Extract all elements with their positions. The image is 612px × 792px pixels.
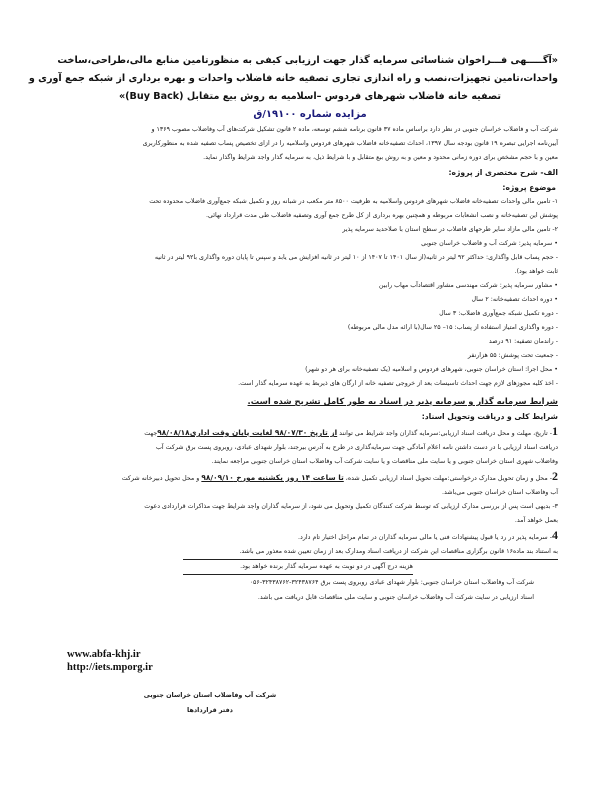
title-line-3: تصفیه خانه فاضلاب شهرهای فردوس –اسلامیه به روش بیع متقابل (Buy Back)» bbox=[118, 91, 502, 102]
website-link[interactable]: www.abfa-khj.ir bbox=[67, 649, 141, 660]
item-number: 4 bbox=[552, 528, 558, 542]
condition-item-2 bbox=[62, 469, 558, 486]
detail-effluent-volume-cont: ثابت خواهد بود). bbox=[514, 268, 558, 275]
condition-item-2-line-2: آب وفاضلاب استان خراسان جنوبی می‌باشد. bbox=[441, 489, 558, 496]
condition-item-1-line-2: دریافت اسناد ارزیابی با در دست داشتن نامه اعلام آمادگی جهت سرمایه‌گذاری در طرح به آدرس بیرجند، بلوار شهدای عبادی، روبروی پست برق شرکت آب bbox=[155, 444, 558, 451]
project-item-2: ۲- تامین مالی مازاد سایر طرحهای فاضلاب در سطح استان با صلاحدید سرمایه پذیر bbox=[342, 226, 558, 233]
detail-consultant: • مشاور سرمایه پذیر: شرکت مهندسی مشاور اقتصادآب مهاب رابین bbox=[378, 282, 558, 289]
section-a-heading: الف- شرح مختصری از پروژه: bbox=[448, 168, 558, 177]
detail-effluent-volume: - حجم پساب قابل واگذاری: حداکثر ۹۲ لیتر در ثانیه(از سال ۱۴۰۱ تا ۱۴۰۷ از ۱۰ لیتر در ثانیه افزایش می یابد و سپس تا پایان دوره واگذاری با۹۲ لیتر در ثانیه bbox=[154, 254, 558, 261]
condition-2-text-end: و محل تحویل دبیرخانه شرکت bbox=[121, 475, 202, 482]
announcement-document bbox=[28, 52, 558, 605]
item-number: 2 bbox=[552, 469, 558, 483]
condition-item-3-line-2: بعمل خواهد آمد. bbox=[514, 517, 558, 524]
detail-concession-period: - دوره واگذاری امتیاز استفاده از پساب: ۱۵– ۲۵ سال(با ارائه مدل مالی مربوطه) bbox=[347, 324, 558, 331]
detail-location: • محل اجرا: استان خراسان جنوبی، شهرهای فردوس و اسلامیه (یک تصفیه‌خانه برای هر دو شهر) bbox=[305, 366, 558, 373]
project-item-1-line-2: پوشش این تصفیه‌خانه و نصب انشعابات مربوطه و همچنین بهره برداری از کل طرح جمع آوری وتصفیه فاضلاب طی مدت قرارداد نهائی. bbox=[206, 212, 558, 219]
title-line-1: «آگـــــهی فـــراخوان شناسائی سرمایه گذار جهت ارزیابی کیفی به منظورتامین منابع مالی،طراحی،ساخت bbox=[57, 55, 558, 66]
condition-1-text-end: جهت bbox=[144, 430, 158, 437]
detail-population: - جمعیت تحت پوشش: ۵۵ هزارنفر bbox=[467, 352, 558, 359]
signature-company: شرکت آب وفاضلاب استان خراسان جنوبی bbox=[143, 691, 277, 699]
condition-2-text: - محل و زمان تحویل مدارک درخواستی:مهلت تحویل اسناد ارزیابی تکمیل شده، bbox=[343, 475, 552, 482]
conditions-heading: شرایط سرمایه گذار و سرمایه پذیر در اسناد به طور کامل تشریح شده است. bbox=[247, 396, 558, 406]
conditions-subheading: شرایط کلی و دریافت وتحویل اسناد: bbox=[421, 412, 558, 421]
tender-site-link[interactable]: http://iets.mporg.ir bbox=[67, 662, 153, 673]
document-pickup-dates: از تاریخ ۹۸/۰۷/۳۰ لغایت پایان وقت اداری۹۸/۰۸/۱۸ bbox=[157, 428, 338, 437]
document-title bbox=[28, 52, 558, 106]
detail-investee: • سرمایه پذیر: شرکت آب و فاضلاب خراسان جنوبی bbox=[421, 240, 558, 247]
condition-item-4 bbox=[62, 528, 558, 545]
documents-availability: اسناد ارزیابی در سایت شرکت آب وفاضلاب خراسان جنوبی و سایت ملی مناقصات قابل دریافت می باشد. bbox=[257, 594, 534, 601]
contact-address: شرکت آب وفاضلاب استان خراسان جنوبی: بلوار شهدای عبادی روبروی پست برق ۳۲۴۳۸۷۶۴-۳۲۴۳۸۷۶۲-۰۵۶ bbox=[249, 579, 534, 586]
condition-1-text: - تاریخ، مهلت و محل دریافت اسناد ارزیابی:سرمایه گذاران واجد شرایط می توانند bbox=[337, 430, 552, 437]
condition-item-3-line-1: ۳- بدیهی است پس از بررسی مدارک ارزیابی که توسط شرکت کنندگان تکمیل وتحویل می شود، از سرمایه گذاران واجد شرایط جهت مذاکرات قراردادی دعوت bbox=[144, 503, 558, 510]
document-delivery-deadline: تا ساعت ۱۴ روز یکشنبه مورخ ۹۸/۰۹/۱۰ bbox=[201, 473, 344, 482]
advertisement-cost-note: هزینه درج آگهی در دو نوبت به عهده سرمایه گذار برنده خواهد بود. bbox=[183, 560, 413, 575]
intro-line-1: شرکت آب و فاضلاب خراسان جنوبی در نظر دارد براساس ماده ۳۷ قانون برنامه ششم توسعه، ماده ۲ قانون تشکیل شرکت‌های آب وفاضلاب مصوب ۱۳۶۹ و bbox=[151, 126, 558, 133]
title-line-2: واحدات،تامین تجهیزات،نصب و راه اندازی تجاری تصفیه خانه فاضلاب واحدات و بهره برداری از شبکه جمع آوری و bbox=[28, 73, 558, 84]
detail-permits: - اخذ کلیه مجوزهای لازم جهت احداث تاسیسات بعد از خروجی تصفیه خانه از ارگان های ذیربط به عهده سرمایه گذار است. bbox=[238, 380, 558, 387]
intro-line-3: معین و با حجم مشخص برای دوره زمانی محدود و معین و به روش بیع متقابل و با شرایط ذیل، به سرمایه گذار واجد شرایط واگذار نماید. bbox=[203, 154, 558, 161]
late-submission-note: به استناد بند ماده۱۶ قانون برگزاری مناقصات این شرکت از دریافت اسناد ومدارک بعد از زمان تعیین شده معذور می باشد. bbox=[183, 545, 558, 560]
intro-line-2: آیین‌نامه اجرایی تبصره ۱۹ قانون بودجه سال ۱۳۹۷، احداث تصفیه‌خانه فاضلاب شهرهای فردوس واسلامیه را در ازای تخصیص پساب تصفیه شده به منظورکاربری bbox=[142, 140, 558, 147]
website-links bbox=[67, 648, 153, 674]
signature-block bbox=[120, 688, 300, 718]
condition-4-text: - سرمایه پذیر در رد یا قبول پیشنهادات فنی یا مالی سرمایه گذاران در تمام مراحل اختیار تام دارد. bbox=[298, 534, 552, 541]
detail-efficiency: - راندمان تصفیه: ۹۱ درصد bbox=[488, 338, 558, 345]
detail-construction-period: • دوره احداث تصفیه‌خانه: ۲ سال bbox=[471, 296, 558, 303]
signature-office: دفتر قراردادها bbox=[187, 706, 233, 714]
project-subject-heading: موضوع پروژه: bbox=[502, 183, 556, 192]
item-number: 1 bbox=[552, 424, 558, 438]
condition-item-1-line-3: وفاضلاب شهری استان خراسان جنوبی و یا سایت ملی مناقصات و یا سایت شرکت آب وفاضلاب استان خراسان جنوبی مراجعه نمایند. bbox=[211, 458, 558, 465]
auction-number: مزایده شماره ۱۹۱۰۰/ق bbox=[253, 109, 367, 120]
detail-network-period: - دوره تکمیل شبکه جمع‌آوری فاضلاب: ۳ سال bbox=[439, 310, 558, 317]
condition-item-1 bbox=[62, 424, 558, 441]
project-item-1-line-1: ۱- تامین مالی واحدات تصفیه‌خانه فاضلاب شهرهای فردوس واسلامیه به ظرفیت ۸۵۰۰ متر مکعب در شبانه روز و تکمیل شبکه جمع‌آوری فاضلاب محدوده تحت bbox=[149, 198, 558, 205]
